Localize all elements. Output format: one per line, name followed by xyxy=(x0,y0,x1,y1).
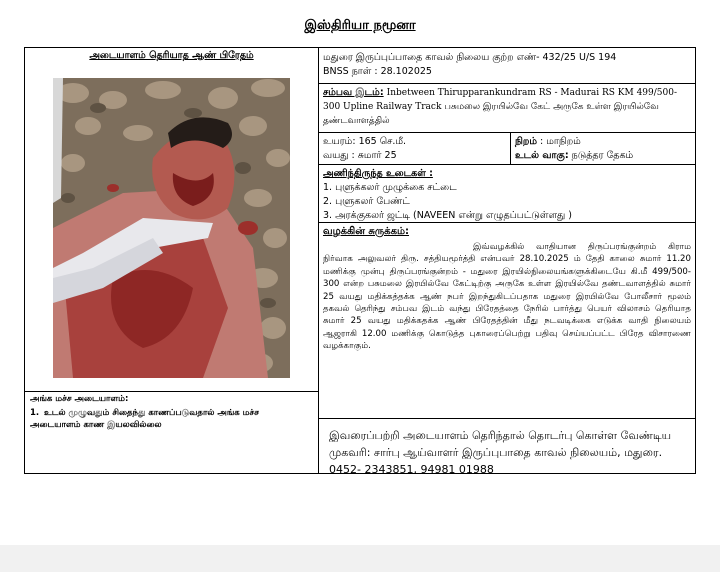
marks-title: அங்க மச்ச அடையாளம்: xyxy=(30,394,129,404)
height-age xyxy=(319,133,511,164)
complexion-row xyxy=(515,135,691,149)
bottom-margin xyxy=(0,545,720,572)
place-text: Inbetween Thirupparankundram RS - Madurai RS KM 499/500-300 Upline Railway Track பசுமலை இரயில்வே கேட் அருகே உள்ள இரயில்வே தண்டவாளத்தில் xyxy=(323,88,678,126)
notice-title: இஸ்திரியா நமூனா xyxy=(304,18,416,33)
case-summary xyxy=(319,223,695,419)
marks-item-number: 1. xyxy=(30,408,40,418)
clothes-item: 3. அரக்குகலர் ஜட்டி (NAVEEN என்று எழுதப்பட்டுள்ளது ) xyxy=(323,210,572,221)
photo-column xyxy=(25,48,319,473)
complexion-value: : மாநிறம் xyxy=(540,136,581,147)
marks-item xyxy=(30,407,310,431)
clothing-worn xyxy=(319,165,695,223)
details-column xyxy=(319,48,695,476)
age-row xyxy=(323,149,506,163)
deceased-photo xyxy=(53,78,290,378)
summary-text: இவ்வழக்கில் வாதியான திருப்பரங்குன்றம் கிராம நிர்வாக அலுவலர் திரு. சத்தியமூர்த்தி என்பவர் 28.10.2025 ம் தேதி காலை சுமார் 11.20 மணிக்கு முன்பு திருப்பரங்குன்றம் - மதுரை இரயில்நிலையங்களுக்கிடையே கி.மீ 499/500-300 என்ற பசுமலை இரயில்வே கேட்டிற்கு அருகே உள்ள இரயில்வே தண்டவாளத்தில் சுமார் 25 வயது மதிக்கத்தக்க ஆண் நபர் இறந்துகிடப்பதாக மதுரை இரயில்வே போலீசார் மூலம் தகவல் தெரிந்து சம்பவ இடம் வந்து பிரேதத்தை நேரில் பார்த்து பெயர் விலாசம் தெரியாத சுமார் 25 வயது மதிக்கதக்க ஆண் பிரேதத்தின் மீது நடவடிக்கை எடுக்க வாதி நிலையம் ஆஜராகி 12.00 மணிக்கு கொடுத்த புகாரைப்பெற்று பதிவு செய்யப்பட்ட பிரேத விசாரணை வழக்காகும். xyxy=(323,242,691,352)
notice-sheet xyxy=(24,47,696,474)
clothes-item: 2. புளுகலர் பேண்ட் xyxy=(323,196,410,207)
physical-details xyxy=(319,133,695,165)
build-row xyxy=(515,149,691,163)
summary-label: வழக்கின் சுருக்கம்: xyxy=(323,226,410,237)
build-label: உடல் வாகு: xyxy=(515,150,569,161)
case-line-1: மதுரை இருப்புப்பாதை காவல் நிலைய குற்ற எண்- 432/25 U/S 194 xyxy=(323,52,617,63)
contact-info: இவரைப்பற்றி அடையாளம் தெரிந்தால் தொடர்பு கொள்ள வேண்டிய முகவரி: சார்பு ஆய்வாளர் இருப்புபாதை காவல் நிலையம், மதுரை. 0452- 2343851, 94981 01988 xyxy=(329,429,672,476)
case-number xyxy=(319,48,695,84)
height-row xyxy=(323,135,506,149)
clothes-label: அணிந்திருந்த உடைகள் : xyxy=(323,168,433,179)
incident-place xyxy=(319,84,695,133)
identification-marks xyxy=(25,391,318,474)
age-value: சுமார் 25 xyxy=(357,150,397,161)
complexion-build xyxy=(511,133,695,164)
height-value: 165 செ.மீ. xyxy=(358,136,407,147)
clothes-item: 1. புளுக்கலர் முழுக்கை சட்டை xyxy=(323,182,457,193)
marks-item-text: உடல் முழுவதும் சிதைந்து காணப்படுவதால் அங்க மச்ச அடையாளம் காண இயலவில்லை xyxy=(30,408,259,430)
place-label: சம்பவ இடம்: xyxy=(323,87,384,98)
complexion-label: நிறம் xyxy=(515,136,537,147)
height-label: உயரம்: xyxy=(323,136,356,147)
build-value: நடுத்தர தேகம் xyxy=(571,150,634,161)
age-label: வயது : xyxy=(323,150,355,161)
photo-header: அடையாளம் தெரியாத ஆண் பிரேதம் xyxy=(89,50,254,61)
case-line-2: BNSS நாள் : 28.102025 xyxy=(323,66,432,77)
